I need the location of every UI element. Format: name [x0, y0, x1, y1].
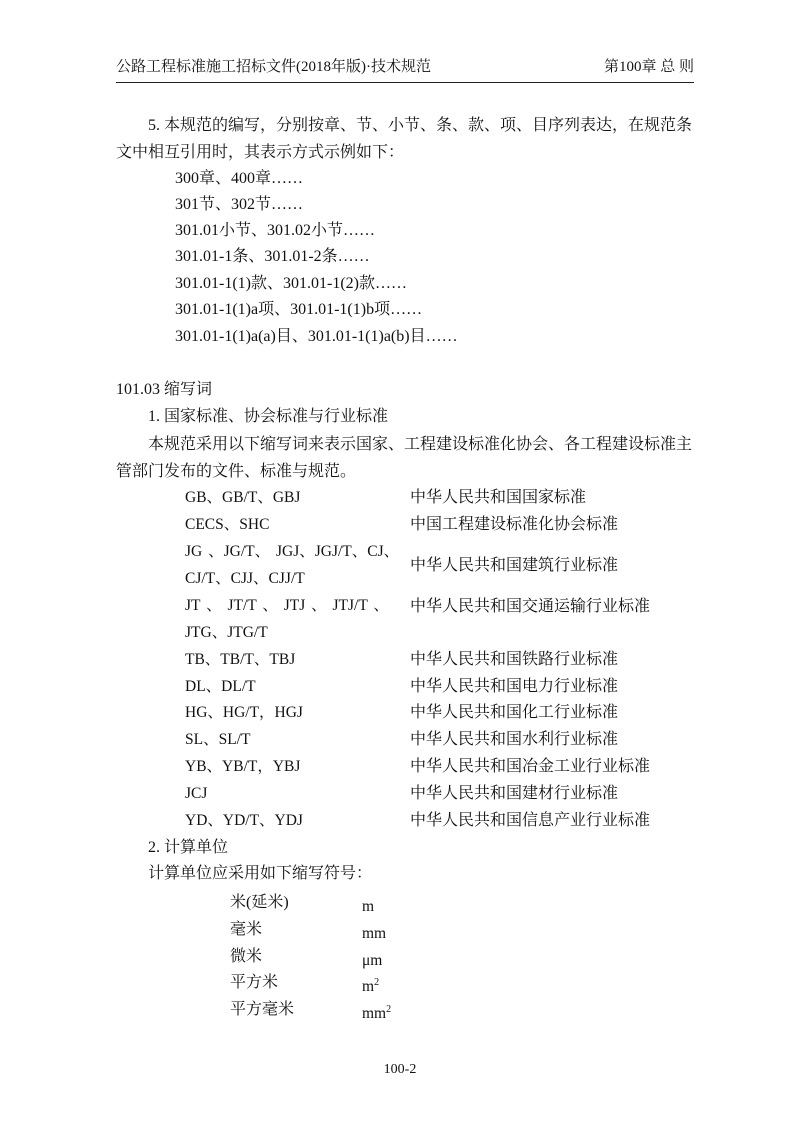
standard-desc: 中华人民共和国信息产业行业标准 — [410, 812, 651, 829]
standard-abbr: DL、DL/T — [185, 678, 256, 695]
page-header — [116, 56, 694, 83]
standard-abbr: TB、TB/T、TBJ — [185, 651, 296, 668]
standard-desc: 中华人民共和国水利行业标准 — [410, 731, 619, 748]
example-line: 301节、302节…… — [175, 196, 304, 213]
standard-desc: 中华人民共和国铁路行业标准 — [410, 651, 619, 668]
example-line: 301.01小节、301.02小节…… — [175, 222, 376, 239]
unit-symbol: μm — [362, 952, 383, 970]
standard-abbr: GB、GB/T、GBJ — [185, 489, 301, 506]
standard-desc: 中华人民共和国国家标准 — [410, 489, 587, 506]
standard-abbr: SL、SL/T — [185, 731, 251, 748]
standard-abbr: YD、YD/T、YDJ — [185, 812, 303, 829]
standard-abbr: JCJ — [185, 785, 208, 802]
unit-symbol: $mm^2$ — [362, 1004, 392, 1023]
standards-intro-paragraph: 本规范采用以下缩写词来表示国家、工程建设标准化协会、各工程建设标准主管部门发布的文件、标准与规范。 — [116, 436, 693, 480]
standard-desc: 中华人民共和国建筑行业标准 — [410, 557, 619, 574]
standard-abbr: JG 、JG/T、 JGJ、JGJ/T、CJ、CJ/T、CJJ、CJJ/T — [185, 543, 400, 587]
standard-abbr: JT 、 JT/T 、 JTJ 、 JTJ/T 、 JTG、JTG/T — [185, 597, 389, 641]
subsection-heading: 1. 国家标准、协会标准与行业标准 — [148, 408, 389, 425]
unit-symbol: mm — [362, 925, 387, 943]
units-intro-paragraph: 计算单位应采用如下缩写符号： — [148, 865, 373, 882]
header-chapter: 第100章 总 则 — [603, 59, 694, 75]
standard-desc: 中华人民共和国交通运输行业标准 — [410, 598, 651, 615]
standard-desc: 中华人民共和国化工行业标准 — [410, 704, 619, 721]
header-title: 公路工程标准施工招标文件(2018年版)·技术规范 — [116, 59, 431, 75]
unit-name: 平方米 — [230, 974, 279, 991]
example-line: 301.01-1(1)款、301.01-1(2)款…… — [175, 275, 407, 292]
subsection-heading: 2. 计算单位 — [148, 839, 229, 856]
standard-abbr: HG、HG/T，HGJ — [185, 704, 303, 721]
unit-name: 毫米 — [230, 921, 263, 938]
standard-desc: 中华人民共和国建材行业标准 — [410, 785, 619, 802]
example-line: 301.01-1(1)a项、301.01-1(1)b项…… — [175, 301, 423, 318]
standard-desc: 中国工程建设标准化协会标准 — [410, 516, 619, 533]
page-number: 100-2 — [383, 1062, 417, 1077]
standard-desc: 中华人民共和国冶金工业行业标准 — [410, 758, 651, 775]
unit-name: 平方毫米 — [230, 1001, 295, 1018]
standard-abbr: YB、YB/T，YBJ — [185, 758, 301, 775]
unit-name: 米(延米) — [230, 894, 289, 911]
example-line: 300章、400章…… — [175, 170, 304, 187]
standard-desc: 中华人民共和国电力行业标准 — [410, 678, 619, 695]
example-line: 301.01-1条、301.01-2条…… — [175, 248, 370, 265]
section-heading: 101.03 缩写词 — [116, 381, 213, 398]
unit-symbol: m — [362, 898, 375, 916]
unit-symbol: $m^2$ — [362, 977, 380, 996]
intro-paragraph: 5. 本规范的编写，分别按章、节、小节、条、款、项、目序列表达，在规范条文中相互引用时，其表示方式示例如下： — [116, 117, 693, 161]
unit-name: 微米 — [230, 948, 263, 965]
standard-abbr: CECS、SHC — [185, 516, 270, 533]
example-line: 301.01-1(1)a(a)目、301.01-1(1)a(b)目…… — [175, 328, 458, 345]
